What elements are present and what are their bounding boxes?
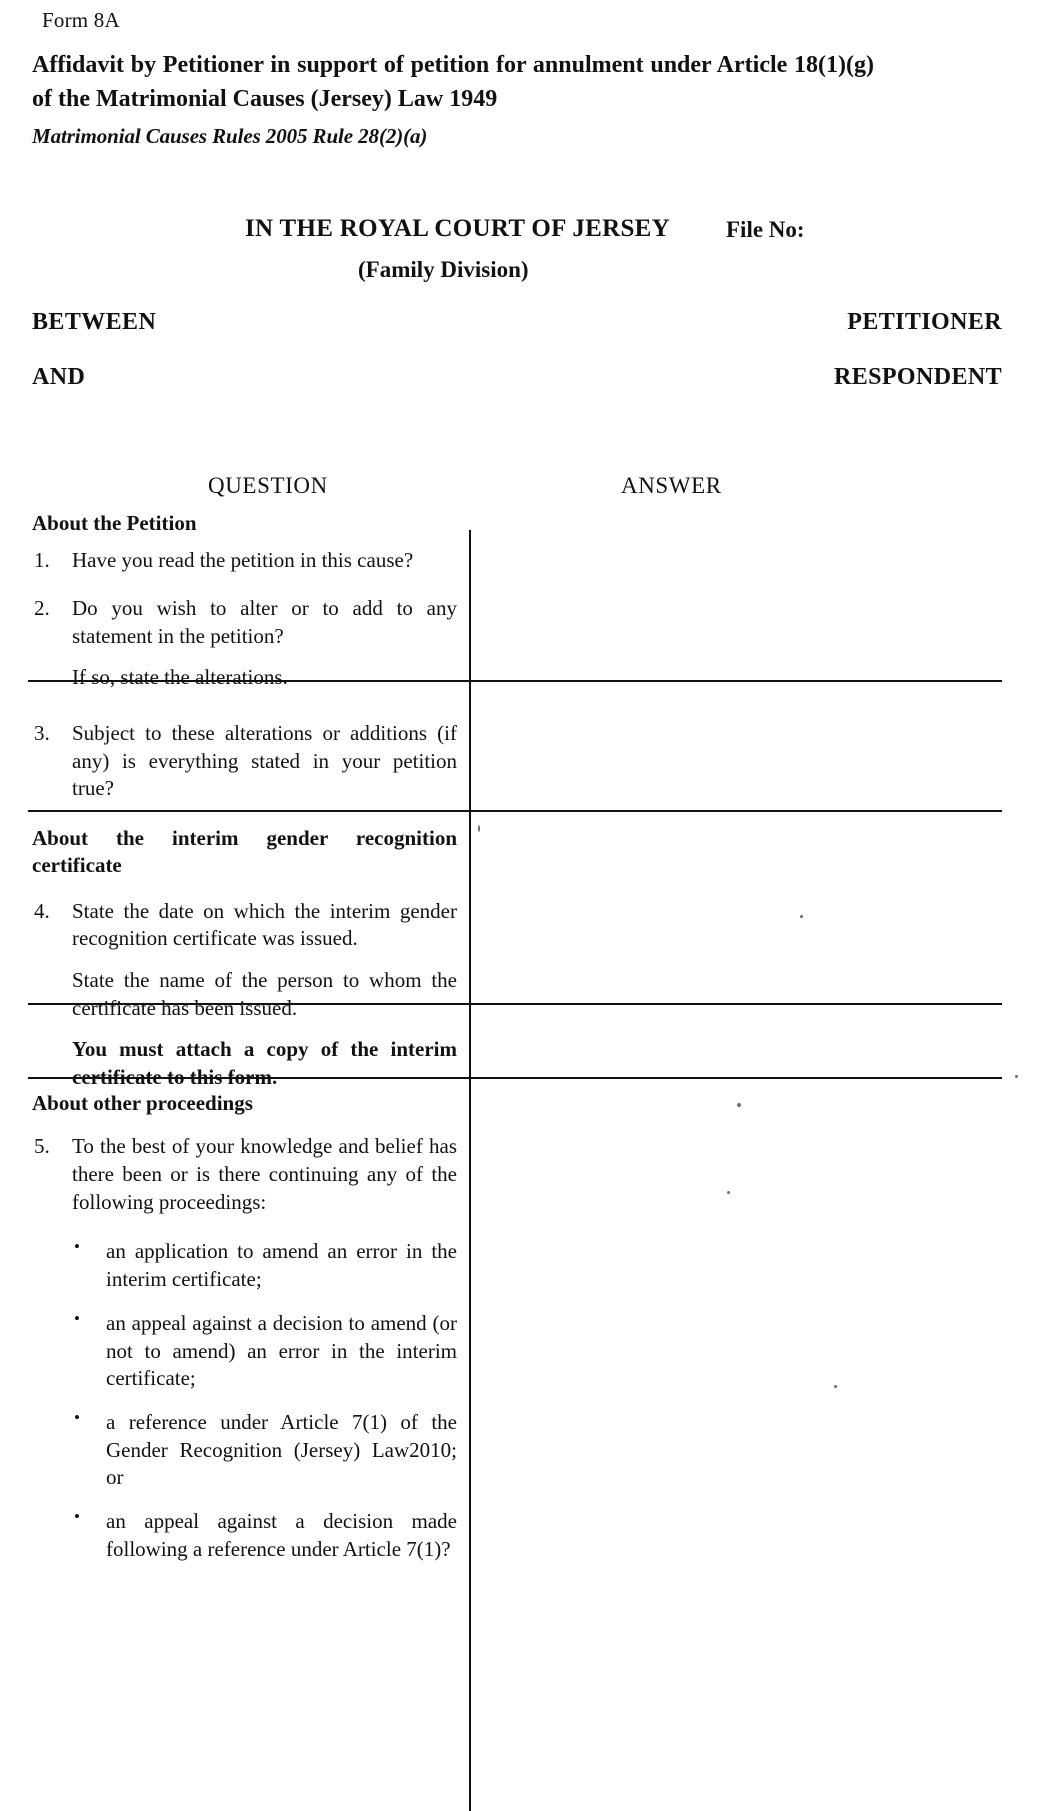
list-item	[32, 1238, 457, 1293]
bullet-icon: •	[74, 1408, 80, 1428]
bullet-icon: •	[74, 1308, 80, 1328]
question-number: 3.	[34, 721, 50, 745]
table-section-interim-certificate	[32, 825, 457, 1104]
scan-artifact	[737, 1103, 741, 1107]
question-text: Do you wish to alter or to add to any statement in the petition?	[72, 596, 457, 648]
table-row-question-3	[32, 720, 457, 815]
table-row-question-2	[32, 595, 457, 704]
list-item-text: an appeal against a decision to amend (or not to amend) an error in the interim certificate;	[106, 1310, 457, 1391]
answer-cell-question-1[interactable]	[490, 510, 1002, 678]
bullet-icon: •	[74, 1237, 80, 1257]
rule-reference: Matrimonial Causes Rules 2005 Rule 28(2)(a)	[32, 124, 428, 148]
court-division: (Family Division)	[358, 257, 529, 282]
question-sub-text	[32, 967, 457, 1022]
file-no-label: File No:	[726, 217, 805, 242]
question-number: 2.	[34, 596, 50, 620]
question-text: To the best of your knowledge and belief has there been or is there continuing any of the following proceedings:	[72, 1134, 457, 1214]
list-item-text: a reference under Article 7(1) of the Gender Recognition (Jersey) Law2010; or	[106, 1410, 457, 1490]
table-row	[32, 1133, 457, 1216]
proceedings-list	[32, 1238, 457, 1563]
court-name: IN THE ROYAL COURT OF JERSEY	[245, 215, 670, 242]
form-number: Form 8A	[42, 8, 120, 32]
bullet-icon: •	[74, 1507, 80, 1527]
section-heading: About the interim gender recognition certificate	[32, 826, 457, 878]
question-number: 4.	[34, 898, 50, 923]
document-title: Affidavit by Petitioner in support of petition for annulment under Article 18(1)(g) of the Matrimonial Causes (Jersey) Law 1949	[32, 52, 874, 113]
answer-cell-question-2[interactable]	[490, 687, 1002, 803]
scan-artifact	[800, 915, 803, 918]
scan-artifact	[834, 1385, 837, 1388]
answer-cell-question-4[interactable]	[490, 1011, 1002, 1071]
scan-artifact	[1015, 1075, 1018, 1078]
table-section-about-the-petition	[32, 510, 457, 587]
question-text: Have you read the petition in this cause?	[72, 548, 414, 573]
list-item	[32, 1508, 457, 1563]
table-column-divider	[469, 530, 471, 1811]
table-row	[32, 898, 457, 953]
table-row	[32, 720, 457, 803]
scan-artifact	[727, 1191, 730, 1194]
scan-artifact	[478, 825, 480, 832]
list-item	[32, 1409, 457, 1492]
petitioner-label: PETITIONER	[847, 309, 1002, 335]
table-section-other-proceedings	[32, 1090, 457, 1580]
question-text: Subject to these alterations or additions (if any) is everything stated in your petition true?	[72, 721, 457, 801]
column-header-question: QUESTION	[208, 473, 328, 498]
party-row-respondent	[0, 364, 1046, 394]
respondent-label: RESPONDENT	[833, 364, 1002, 390]
and-label: AND	[32, 364, 86, 390]
section-heading: About the Petition	[32, 511, 197, 535]
party-row-petitioner	[0, 309, 1046, 339]
section-heading: About other proceedings	[32, 1091, 253, 1115]
court-heading-line	[0, 215, 1046, 245]
table-row	[32, 595, 457, 650]
question-text: State the name of the person to whom the certificate has been issued.	[72, 968, 457, 1020]
column-header-answer: ANSWER	[621, 473, 722, 498]
table-row	[32, 547, 457, 575]
list-item-text: an application to amend an error in the interim certificate;	[106, 1239, 457, 1292]
question-sub-text	[32, 664, 457, 692]
question-text: State the date on which the interim gender recognition certificate was issued.	[72, 898, 457, 951]
answer-cell-question-5[interactable]	[490, 1085, 1002, 1515]
question-attachment-note	[32, 1036, 457, 1091]
list-item	[32, 1310, 457, 1393]
answer-cell-question-3[interactable]	[490, 817, 1002, 997]
question-number: 5.	[34, 1134, 50, 1159]
between-label: BETWEEN	[32, 309, 157, 335]
list-item-text: an appeal against a decision made following a reference under Article 7(1)?	[106, 1509, 457, 1561]
question-text: You must attach a copy of the interim certificate to this form.	[72, 1037, 457, 1090]
question-text: If so, state the alterations.	[72, 665, 288, 690]
question-number: 1.	[34, 548, 50, 573]
